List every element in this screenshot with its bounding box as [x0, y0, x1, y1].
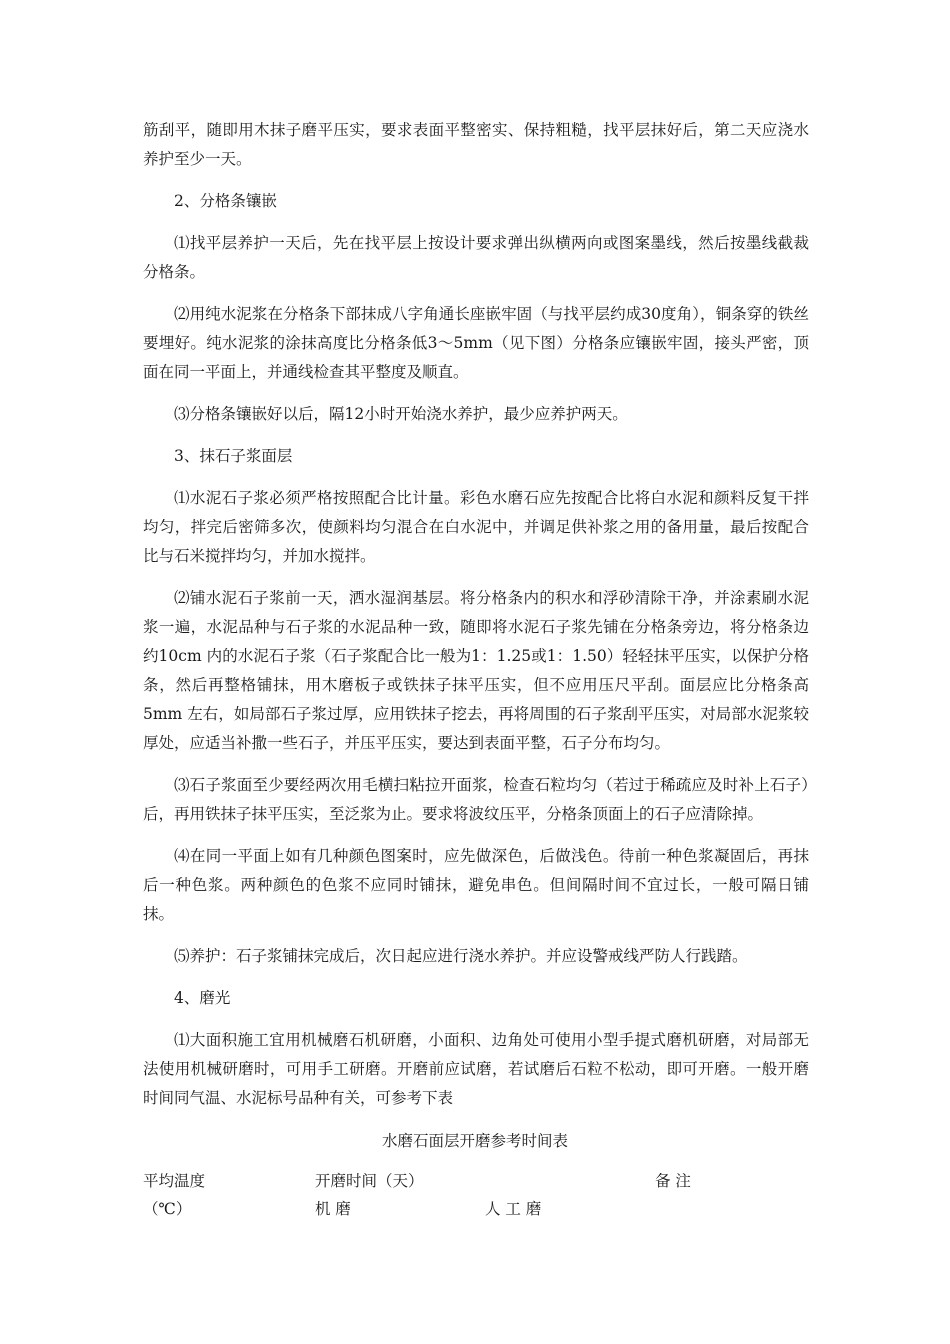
paragraph: ⑶分格条镶嵌好以后，隔12小时开始浇水养护，最少应养护两天。: [174, 405, 628, 423]
header-avg-temp: 平均温度: [143, 1172, 206, 1190]
paragraph: ⑵用纯水泥浆在分格条下部抹成八字角通长座嵌牢固（与找平层约成30度角），铜条穿的铁丝要埋好。纯水泥浆的涂抹高度比分格条低3～5mm（见下图）分格条应镶嵌牢固，接头严密，顶面在同一平面上，并通线检查其平整度及顺直。: [143, 305, 809, 381]
paragraph: 3、抹石子浆面层: [174, 447, 293, 465]
paragraph: ⑸养护：石子浆铺抹完成后，次日起应进行浇水养护。并应设警戒线严防人行践踏。: [174, 947, 748, 965]
table-title: 水磨石面层开磨参考时间表: [381, 1132, 568, 1150]
paragraph: 筋刮平，随即用木抹子磨平压实，要求表面平整密实、保持粗糙，找平层抹好后，第二天应浇水养护至少一天。: [143, 121, 809, 168]
header-machine-grind: 机 磨: [315, 1200, 351, 1218]
paragraph: ⑴找平层养护一天后，先在找平层上按设计要求弹出纵横两向或图案墨线，然后按墨线截裁分格条。: [143, 234, 809, 281]
header-manual-grind: 人 工 磨: [485, 1200, 542, 1218]
body-text: [143, 116, 809, 1126]
header-temp-unit: （℃）: [143, 1200, 192, 1218]
paragraph: ⑴大面积施工宜用机械磨石机研磨，小面积、边角处可使用小型手提式磨机研磨，对局部无法使用机械研磨时，可用手工研磨。开磨前应试磨，若试磨后石粒不松动，即可开磨。一般开磨时间同气温、水泥标号品种有关，可参考下表: [143, 1031, 809, 1107]
paragraph: ⑶石子浆面至少要经两次用毛横扫粘拉开面浆，检查石粒均匀（若过于稀疏应及时补上石子）后，再用铁抹子抹平压实，至泛浆为止。要求将波纹压平，分格条顶面上的石子应清除掉。: [143, 776, 809, 823]
header-grind-time: 开磨时间（天）: [315, 1172, 424, 1190]
paragraph: ⑵铺水泥石子浆前一天，洒水湿润基层。将分格条内的积水和浮砂清除干净，并涂素刷水泥浆一遍，水泥品种与石子浆的水泥品种一致，随即将水泥石子浆先铺在分格条旁边，将分格条边约10cm 内的水泥石子浆（石子浆配合比一般为1：1.25或1：1.50）轻轻抹平压实，以保护分格条，然后再整格铺抹，用木磨板子或铁抹子抹平压实，但不应用压尺平刮。面层应比分格条高5mm 左右，如局部石子浆过厚，应用铁抹子挖去，再将周围的石子浆刮平压实，对局部水泥浆较厚处，应适当补撒一些石子，并压平压实，要达到表面平整，石子分布均匀。: [143, 589, 809, 752]
paragraph: ⑴水泥石子浆必须严格按照配合比计量。彩色水磨石应先按配合比将白水泥和颜料反复干拌均匀，拌完后密筛多次，使颜料均匀混合在白水泥中，并调足供补浆之用的备用量，最后按配合比与石米搅拌均匀，并加水搅拌。: [143, 489, 809, 565]
paragraph: 4、磨光: [174, 989, 231, 1007]
paragraph: ⑷在同一平面上如有几种颜色图案时，应先做深色，后做浅色。待前一种色浆凝固后，再抹后一种色浆。两种颜色的色浆不应同时铺抹，避免串色。但间隔时间不宜过长，一般可隔日铺抹。: [143, 847, 809, 923]
header-remarks: 备 注: [655, 1172, 691, 1190]
paragraph: 2、分格条镶嵌: [174, 192, 277, 210]
